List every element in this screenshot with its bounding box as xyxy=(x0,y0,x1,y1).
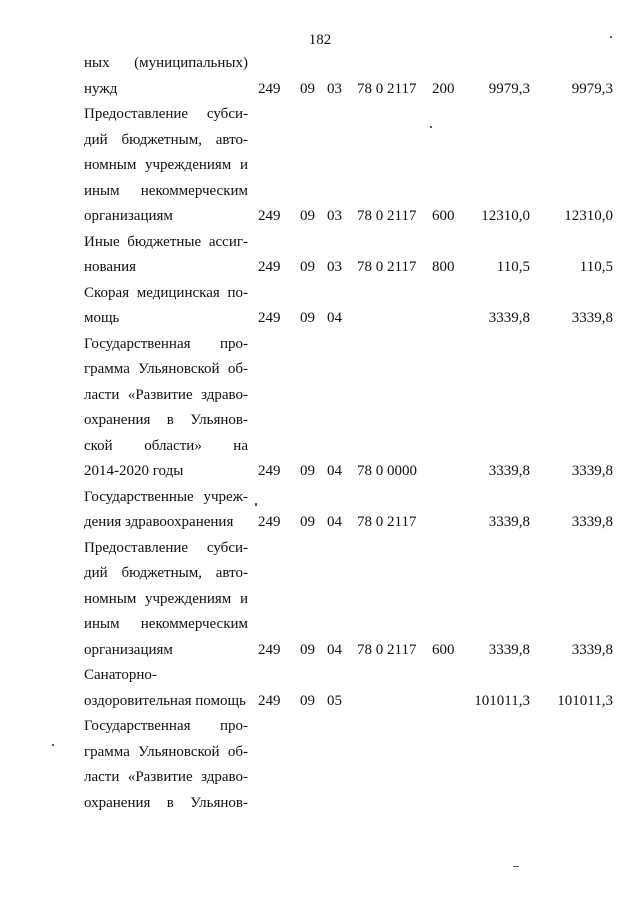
amount-year-2: 110,5 xyxy=(579,259,613,275)
line-description: дий бюджетным, авто- xyxy=(84,565,248,581)
line-description: охранения в Ульянов- xyxy=(84,412,248,428)
line-description: иным некоммерческим xyxy=(84,616,248,632)
line-description: ской области» на xyxy=(84,438,248,454)
line-description: номным учреждениям и xyxy=(84,591,248,607)
line-description: охранения в Ульянов- xyxy=(84,795,248,811)
scan-speck xyxy=(430,126,432,128)
amount-year-1: 9979,3 xyxy=(488,81,530,97)
line-description: номным учреждениям и xyxy=(84,157,248,173)
subsection-part: 04 xyxy=(327,642,342,658)
line-description: 2014-2020 годы xyxy=(84,463,184,479)
line-description: организациям xyxy=(84,208,173,224)
target-article-code: 78 0 2117 xyxy=(357,259,417,275)
line-description: ласти «Развитие здраво- xyxy=(84,387,248,403)
section-code: 249 xyxy=(258,208,281,224)
line-description: Скорая медицинская по- xyxy=(84,285,248,301)
section-code: 249 xyxy=(258,514,281,530)
expense-type-code: 600 xyxy=(432,208,455,224)
section-code: 249 xyxy=(258,642,281,658)
subsection-part: 03 xyxy=(327,81,342,97)
target-article-code: 78 0 0000 xyxy=(357,463,417,479)
line-description: оздоровительная помощь xyxy=(84,693,246,709)
line-description: грамма Ульяновской об- xyxy=(84,361,248,377)
scan-speck xyxy=(255,503,257,506)
subsection-part: 04 xyxy=(327,514,342,530)
amount-year-2: 3339,8 xyxy=(571,642,613,658)
amount-year-2: 3339,8 xyxy=(571,463,613,479)
scan-speck xyxy=(513,866,519,867)
line-description: иным некоммерческим xyxy=(84,183,248,199)
expense-type-code: 600 xyxy=(432,642,455,658)
section-code: 249 xyxy=(258,463,281,479)
subsection-code: 09 xyxy=(300,693,315,709)
line-description: дий бюджетным, авто- xyxy=(84,132,248,148)
expense-type-code: 200 xyxy=(432,81,455,97)
amount-year-2: 3339,8 xyxy=(571,310,613,326)
subsection-part: 04 xyxy=(327,310,342,326)
subsection-code: 09 xyxy=(300,208,315,224)
line-description: Санаторно- xyxy=(84,667,157,683)
amount-year-1: 110,5 xyxy=(496,259,530,275)
amount-year-1: 3339,8 xyxy=(488,463,530,479)
amount-year-1: 3339,8 xyxy=(488,310,530,326)
line-description: организациям xyxy=(84,642,173,658)
target-article-code: 78 0 2117 xyxy=(357,81,417,97)
target-article-code: 78 0 2117 xyxy=(357,208,417,224)
line-description: ласти «Развитие здраво- xyxy=(84,769,248,785)
target-article-code: 78 0 2117 xyxy=(357,514,417,530)
line-description: дения здравоохранения xyxy=(84,514,234,530)
subsection-code: 09 xyxy=(300,642,315,658)
amount-year-1: 3339,8 xyxy=(488,642,530,658)
line-description: грамма Ульяновской об- xyxy=(84,744,248,760)
amount-year-1: 101011,3 xyxy=(474,693,530,709)
amount-year-1: 12310,0 xyxy=(481,208,530,224)
subsection-code: 09 xyxy=(300,81,315,97)
subsection-code: 09 xyxy=(300,463,315,479)
section-code: 249 xyxy=(258,693,281,709)
line-description: нужд xyxy=(84,81,118,97)
subsection-code: 09 xyxy=(300,310,315,326)
section-code: 249 xyxy=(258,310,281,326)
amount-year-1: 3339,8 xyxy=(488,514,530,530)
line-description: Предоставление субси- xyxy=(84,106,248,122)
subsection-part: 04 xyxy=(327,463,342,479)
line-description: ных (муниципальных) xyxy=(84,55,248,71)
line-description: Государственные учреж- xyxy=(84,489,248,505)
line-description: Государственная про- xyxy=(84,718,248,734)
amount-year-2: 9979,3 xyxy=(571,81,613,97)
line-description: Иные бюджетные ассиг- xyxy=(84,234,248,250)
section-code: 249 xyxy=(258,259,281,275)
amount-year-2: 12310,0 xyxy=(564,208,613,224)
scan-speck xyxy=(52,744,54,746)
line-description: нования xyxy=(84,259,137,275)
subsection-part: 05 xyxy=(327,693,342,709)
subsection-part: 03 xyxy=(327,208,342,224)
subsection-code: 09 xyxy=(300,259,315,275)
amount-year-2: 101011,3 xyxy=(557,693,613,709)
line-description: Государственная про- xyxy=(84,336,248,352)
subsection-code: 09 xyxy=(300,514,315,530)
page-number: 182 xyxy=(308,32,332,48)
target-article-code: 78 0 2117 xyxy=(357,642,417,658)
scan-speck xyxy=(610,36,612,38)
section-code: 249 xyxy=(258,81,281,97)
line-description: мощь xyxy=(84,310,120,326)
expense-type-code: 800 xyxy=(432,259,455,275)
line-description: Предоставление субси- xyxy=(84,540,248,556)
amount-year-2: 3339,8 xyxy=(571,514,613,530)
subsection-part: 03 xyxy=(327,259,342,275)
